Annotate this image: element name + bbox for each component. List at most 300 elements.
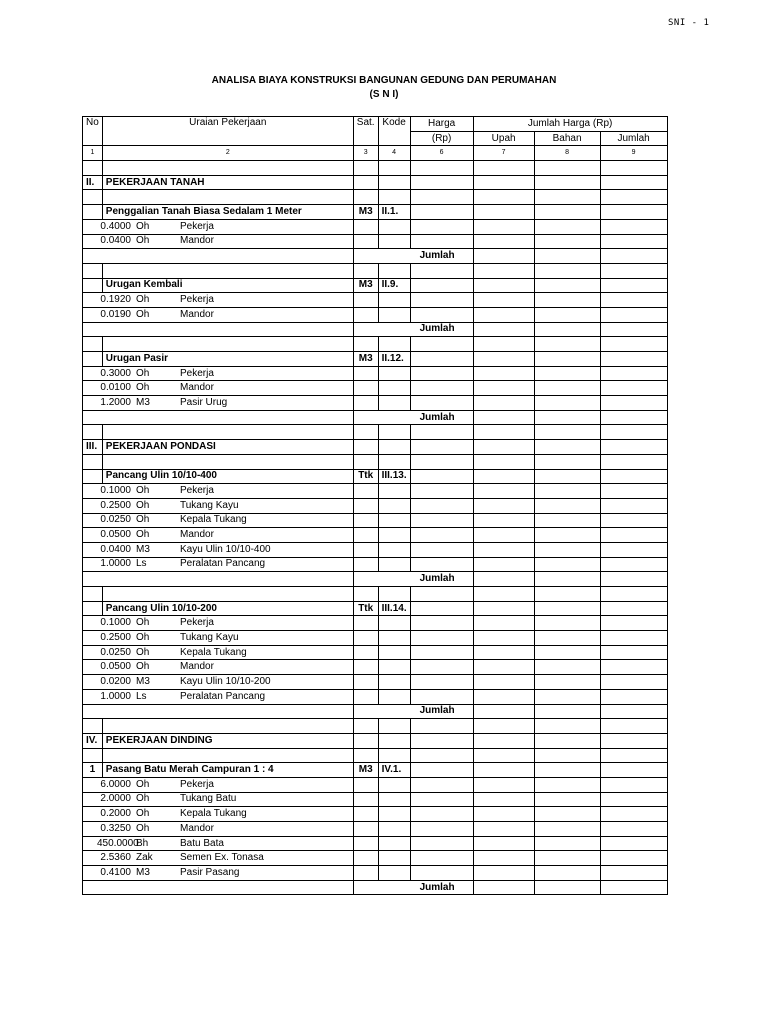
col-number: 4 [378, 146, 410, 161]
empty-cell [473, 645, 534, 660]
resource-cell [83, 675, 354, 690]
empty-cell [83, 190, 103, 205]
empty-cell [353, 484, 378, 499]
empty-cell [378, 851, 410, 866]
empty-cell [473, 175, 534, 190]
empty-cell [410, 234, 473, 249]
empty-cell [600, 675, 667, 690]
total-row [83, 410, 668, 425]
empty-cell [534, 631, 600, 646]
empty-cell [473, 792, 534, 807]
empty-cell [83, 337, 103, 352]
blank-row [83, 263, 668, 278]
empty-cell [534, 307, 600, 322]
empty-cell [353, 263, 378, 278]
empty-cell [83, 410, 354, 425]
empty-cell [102, 425, 353, 440]
empty-cell [600, 513, 667, 528]
empty-cell [473, 513, 534, 528]
header-harga: Harga [410, 117, 473, 132]
empty-cell [600, 822, 667, 837]
empty-cell [378, 777, 410, 792]
empty-cell [534, 484, 600, 499]
empty-cell [378, 234, 410, 249]
resource-unit: Oh [136, 778, 150, 790]
empty-cell [353, 454, 378, 469]
item-number [83, 469, 103, 484]
resource-row [83, 807, 668, 822]
empty-cell [410, 307, 473, 322]
empty-cell [534, 822, 600, 837]
resource-row [83, 616, 668, 631]
resource-name: Peralatan Pancang [180, 558, 266, 570]
resource-name: Pekerja [180, 367, 214, 379]
total-row [83, 322, 668, 337]
item-code: III.13. [378, 469, 410, 484]
empty-cell [83, 880, 354, 895]
empty-cell [353, 557, 378, 572]
resource-unit: Oh [136, 499, 150, 511]
empty-cell [473, 528, 534, 543]
resource-cell [83, 542, 354, 557]
empty-cell [534, 645, 600, 660]
empty-cell [378, 792, 410, 807]
resource-coefficient: 0.1920 [100, 294, 131, 306]
empty-cell [410, 631, 473, 646]
resource-name: Mandor [180, 529, 214, 541]
empty-cell [473, 498, 534, 513]
empty-cell [410, 205, 473, 220]
empty-cell [378, 587, 410, 602]
empty-cell [378, 263, 410, 278]
empty-cell [353, 219, 378, 234]
empty-cell [353, 440, 378, 455]
empty-cell [378, 484, 410, 499]
empty-cell [83, 704, 354, 719]
total-row [83, 880, 668, 895]
empty-cell [353, 396, 378, 411]
resource-row [83, 660, 668, 675]
empty-cell [410, 660, 473, 675]
empty-cell [534, 263, 600, 278]
empty-cell [102, 263, 353, 278]
empty-cell [353, 234, 378, 249]
empty-cell [378, 528, 410, 543]
resource-row [83, 836, 668, 851]
empty-cell [353, 675, 378, 690]
empty-cell [473, 454, 534, 469]
resource-unit: Oh [136, 661, 150, 673]
resource-name: Pekerja [180, 778, 214, 790]
empty-cell [410, 190, 473, 205]
empty-cell [83, 572, 354, 587]
resource-coefficient: 1.0000 [100, 558, 131, 570]
empty-cell [473, 307, 534, 322]
item-unit: M3 [353, 763, 378, 778]
empty-cell [534, 161, 600, 176]
section-number: IV. [83, 733, 103, 748]
item-unit: M3 [353, 278, 378, 293]
resource-unit: Oh [136, 367, 150, 379]
empty-cell [102, 454, 353, 469]
resource-row [83, 307, 668, 322]
item-unit: Ttk [353, 469, 378, 484]
empty-cell [473, 631, 534, 646]
resource-coefficient: 6.0000 [100, 778, 131, 790]
empty-cell [534, 396, 600, 411]
empty-cell [534, 205, 600, 220]
resource-name: Tukang Kayu [180, 499, 239, 511]
empty-cell [600, 616, 667, 631]
empty-cell [353, 513, 378, 528]
empty-cell [378, 557, 410, 572]
empty-cell [600, 777, 667, 792]
resource-unit: Ls [136, 558, 147, 570]
item-description: Urugan Pasir [102, 352, 353, 367]
resource-name: Pekerja [180, 485, 214, 497]
empty-cell [378, 175, 410, 190]
header-jumlah: Jumlah [600, 131, 667, 146]
empty-cell [378, 440, 410, 455]
empty-cell [600, 763, 667, 778]
empty-cell [473, 381, 534, 396]
empty-cell [473, 278, 534, 293]
empty-cell [600, 866, 667, 881]
resource-unit: Oh [136, 514, 150, 526]
resource-unit: Oh [136, 793, 150, 805]
resource-name: Tukang Kayu [180, 631, 239, 643]
resource-row [83, 293, 668, 308]
resource-coefficient: 1.2000 [100, 396, 131, 408]
empty-cell [534, 557, 600, 572]
resource-cell [83, 851, 354, 866]
empty-cell [600, 880, 667, 895]
empty-cell [378, 513, 410, 528]
resource-row [83, 484, 668, 499]
empty-cell [410, 616, 473, 631]
empty-cell [353, 161, 378, 176]
resource-coefficient: 0.3250 [100, 822, 131, 834]
empty-cell [534, 352, 600, 367]
empty-cell [600, 645, 667, 660]
empty-cell [378, 675, 410, 690]
header-uraian: Uraian Pekerjaan [102, 117, 353, 146]
column-number-row [83, 146, 668, 161]
resource-name: Kepala Tukang [180, 646, 247, 658]
empty-cell [600, 293, 667, 308]
empty-cell [600, 587, 667, 602]
work-item-row [83, 278, 668, 293]
item-description: Pancang Ulin 10/10-200 [102, 601, 353, 616]
blank-row [83, 587, 668, 602]
empty-cell [600, 410, 667, 425]
empty-cell [534, 689, 600, 704]
resource-row [83, 498, 668, 513]
resource-unit: Oh [136, 631, 150, 643]
resource-name: Mandor [180, 822, 214, 834]
page-tag: SNI - 1 [668, 18, 710, 28]
empty-cell [534, 219, 600, 234]
empty-cell [600, 498, 667, 513]
resource-name: Pekerja [180, 220, 214, 232]
header-bahan: Bahan [534, 131, 600, 146]
empty-cell [410, 836, 473, 851]
resource-row [83, 219, 668, 234]
resource-row [83, 792, 668, 807]
resource-cell [83, 689, 354, 704]
empty-cell [378, 866, 410, 881]
resource-cell [83, 777, 354, 792]
empty-cell [353, 645, 378, 660]
empty-cell [353, 587, 378, 602]
empty-cell [600, 440, 667, 455]
empty-cell [410, 337, 473, 352]
empty-cell [473, 440, 534, 455]
empty-cell [534, 337, 600, 352]
empty-cell [353, 733, 378, 748]
empty-cell [600, 278, 667, 293]
empty-cell [353, 822, 378, 837]
empty-cell [102, 748, 353, 763]
resource-row [83, 381, 668, 396]
empty-cell [473, 396, 534, 411]
work-item-row [83, 469, 668, 484]
resource-name: Kayu Ulin 10/10-400 [180, 543, 271, 555]
section-row [83, 733, 668, 748]
empty-cell [534, 851, 600, 866]
empty-cell [410, 425, 473, 440]
empty-cell [600, 307, 667, 322]
empty-cell [410, 454, 473, 469]
resource-cell [83, 234, 354, 249]
empty-cell [600, 234, 667, 249]
empty-cell [378, 396, 410, 411]
empty-cell [378, 616, 410, 631]
empty-cell [600, 249, 667, 264]
cost-analysis-table [82, 116, 668, 895]
empty-cell [353, 616, 378, 631]
empty-cell [534, 587, 600, 602]
empty-cell [353, 851, 378, 866]
resource-cell [83, 660, 354, 675]
blank-row [83, 425, 668, 440]
resource-cell [83, 293, 354, 308]
resource-coefficient: 450.0000 [97, 837, 139, 849]
empty-cell [534, 660, 600, 675]
empty-cell [410, 733, 473, 748]
empty-cell [410, 675, 473, 690]
empty-cell [410, 498, 473, 513]
empty-cell [534, 836, 600, 851]
empty-cell [410, 763, 473, 778]
empty-cell [378, 381, 410, 396]
empty-cell [473, 704, 534, 719]
empty-cell [600, 337, 667, 352]
empty-cell [102, 190, 353, 205]
section-row [83, 175, 668, 190]
empty-cell [600, 175, 667, 190]
resource-name: Tukang Batu [180, 793, 237, 805]
empty-cell [600, 792, 667, 807]
empty-cell [410, 601, 473, 616]
resource-cell [83, 836, 354, 851]
empty-cell [378, 689, 410, 704]
empty-cell [410, 689, 473, 704]
resource-coefficient: 1.0000 [100, 690, 131, 702]
header-sat: Sat. [353, 117, 378, 146]
empty-cell [473, 719, 534, 734]
resource-coefficient: 0.2500 [100, 631, 131, 643]
empty-cell [600, 425, 667, 440]
empty-cell [473, 484, 534, 499]
empty-cell [83, 161, 103, 176]
total-row [83, 704, 668, 719]
empty-cell [353, 719, 378, 734]
item-number [83, 205, 103, 220]
resource-coefficient: 0.4000 [100, 220, 131, 232]
empty-cell [600, 542, 667, 557]
resource-coefficient: 0.0400 [100, 235, 131, 247]
empty-cell [378, 161, 410, 176]
empty-cell [410, 161, 473, 176]
empty-cell [534, 322, 600, 337]
empty-cell [83, 719, 103, 734]
header-jumlah-harga: Jumlah Harga (Rp) [473, 117, 667, 132]
empty-cell [378, 454, 410, 469]
resource-coefficient: 0.0200 [100, 675, 131, 687]
empty-cell [600, 484, 667, 499]
empty-cell [534, 381, 600, 396]
item-code: IV.1. [378, 763, 410, 778]
empty-cell [600, 836, 667, 851]
resource-coefficient: 0.0100 [100, 382, 131, 394]
resource-cell [83, 498, 354, 513]
resource-coefficient: 0.0250 [100, 514, 131, 526]
resource-name: Kepala Tukang [180, 808, 247, 820]
empty-cell [473, 660, 534, 675]
empty-cell [473, 249, 534, 264]
empty-cell [600, 704, 667, 719]
item-code: II.12. [378, 352, 410, 367]
empty-cell [534, 542, 600, 557]
resource-cell [83, 822, 354, 837]
total-label: Jumlah [353, 704, 473, 719]
resource-cell [83, 528, 354, 543]
section-number: II. [83, 175, 103, 190]
section-title: PEKERJAAN PONDASI [102, 440, 353, 455]
resource-row [83, 675, 668, 690]
resource-cell [83, 616, 354, 631]
resource-unit: Oh [136, 308, 150, 320]
empty-cell [378, 733, 410, 748]
empty-cell [410, 851, 473, 866]
table-body [83, 161, 668, 895]
resource-coefficient: 0.3000 [100, 367, 131, 379]
empty-cell [473, 542, 534, 557]
resource-unit: Oh [136, 235, 150, 247]
blank-row [83, 190, 668, 205]
resource-cell [83, 219, 354, 234]
col-number: 3 [353, 146, 378, 161]
resource-unit: Bh [136, 837, 149, 849]
resource-coefficient: 0.2000 [100, 808, 131, 820]
empty-cell [600, 219, 667, 234]
header-kode: Kode [378, 117, 410, 146]
total-label: Jumlah [353, 880, 473, 895]
empty-cell [534, 719, 600, 734]
resource-unit: Oh [136, 220, 150, 232]
empty-cell [410, 278, 473, 293]
empty-cell [410, 777, 473, 792]
empty-cell [534, 410, 600, 425]
empty-cell [410, 807, 473, 822]
blank-row [83, 161, 668, 176]
empty-cell [473, 234, 534, 249]
empty-cell [102, 587, 353, 602]
resource-cell [83, 381, 354, 396]
resource-row [83, 234, 668, 249]
empty-cell [534, 572, 600, 587]
empty-cell [353, 498, 378, 513]
empty-cell [473, 880, 534, 895]
resource-unit: Oh [136, 485, 150, 497]
empty-cell [473, 851, 534, 866]
resource-unit: Oh [136, 822, 150, 834]
col-number: 8 [534, 146, 600, 161]
resource-name: Pekerja [180, 294, 214, 306]
resource-cell [83, 307, 354, 322]
empty-cell [410, 175, 473, 190]
empty-cell [378, 190, 410, 205]
empty-cell [353, 307, 378, 322]
empty-cell [600, 748, 667, 763]
resource-cell [83, 645, 354, 660]
empty-cell [353, 866, 378, 881]
empty-cell [473, 836, 534, 851]
blank-row [83, 454, 668, 469]
resource-row [83, 851, 668, 866]
empty-cell [353, 337, 378, 352]
empty-cell [600, 322, 667, 337]
empty-cell [102, 161, 353, 176]
resource-cell [83, 866, 354, 881]
empty-cell [534, 234, 600, 249]
empty-cell [410, 469, 473, 484]
empty-cell [600, 719, 667, 734]
empty-cell [410, 352, 473, 367]
item-description: Pancang Ulin 10/10-400 [102, 469, 353, 484]
resource-unit: Oh [136, 617, 150, 629]
empty-cell [102, 337, 353, 352]
empty-cell [473, 322, 534, 337]
empty-cell [600, 572, 667, 587]
resource-row [83, 822, 668, 837]
empty-cell [600, 660, 667, 675]
item-number [83, 278, 103, 293]
resource-name: Semen Ex. Tonasa [180, 852, 264, 864]
blank-row [83, 748, 668, 763]
item-unit: M3 [353, 205, 378, 220]
empty-cell [473, 689, 534, 704]
resource-unit: M3 [136, 675, 150, 687]
empty-cell [534, 278, 600, 293]
empty-cell [534, 675, 600, 690]
resource-unit: M3 [136, 866, 150, 878]
total-row [83, 249, 668, 264]
header-no: No [83, 117, 103, 146]
empty-cell [378, 293, 410, 308]
empty-cell [473, 587, 534, 602]
